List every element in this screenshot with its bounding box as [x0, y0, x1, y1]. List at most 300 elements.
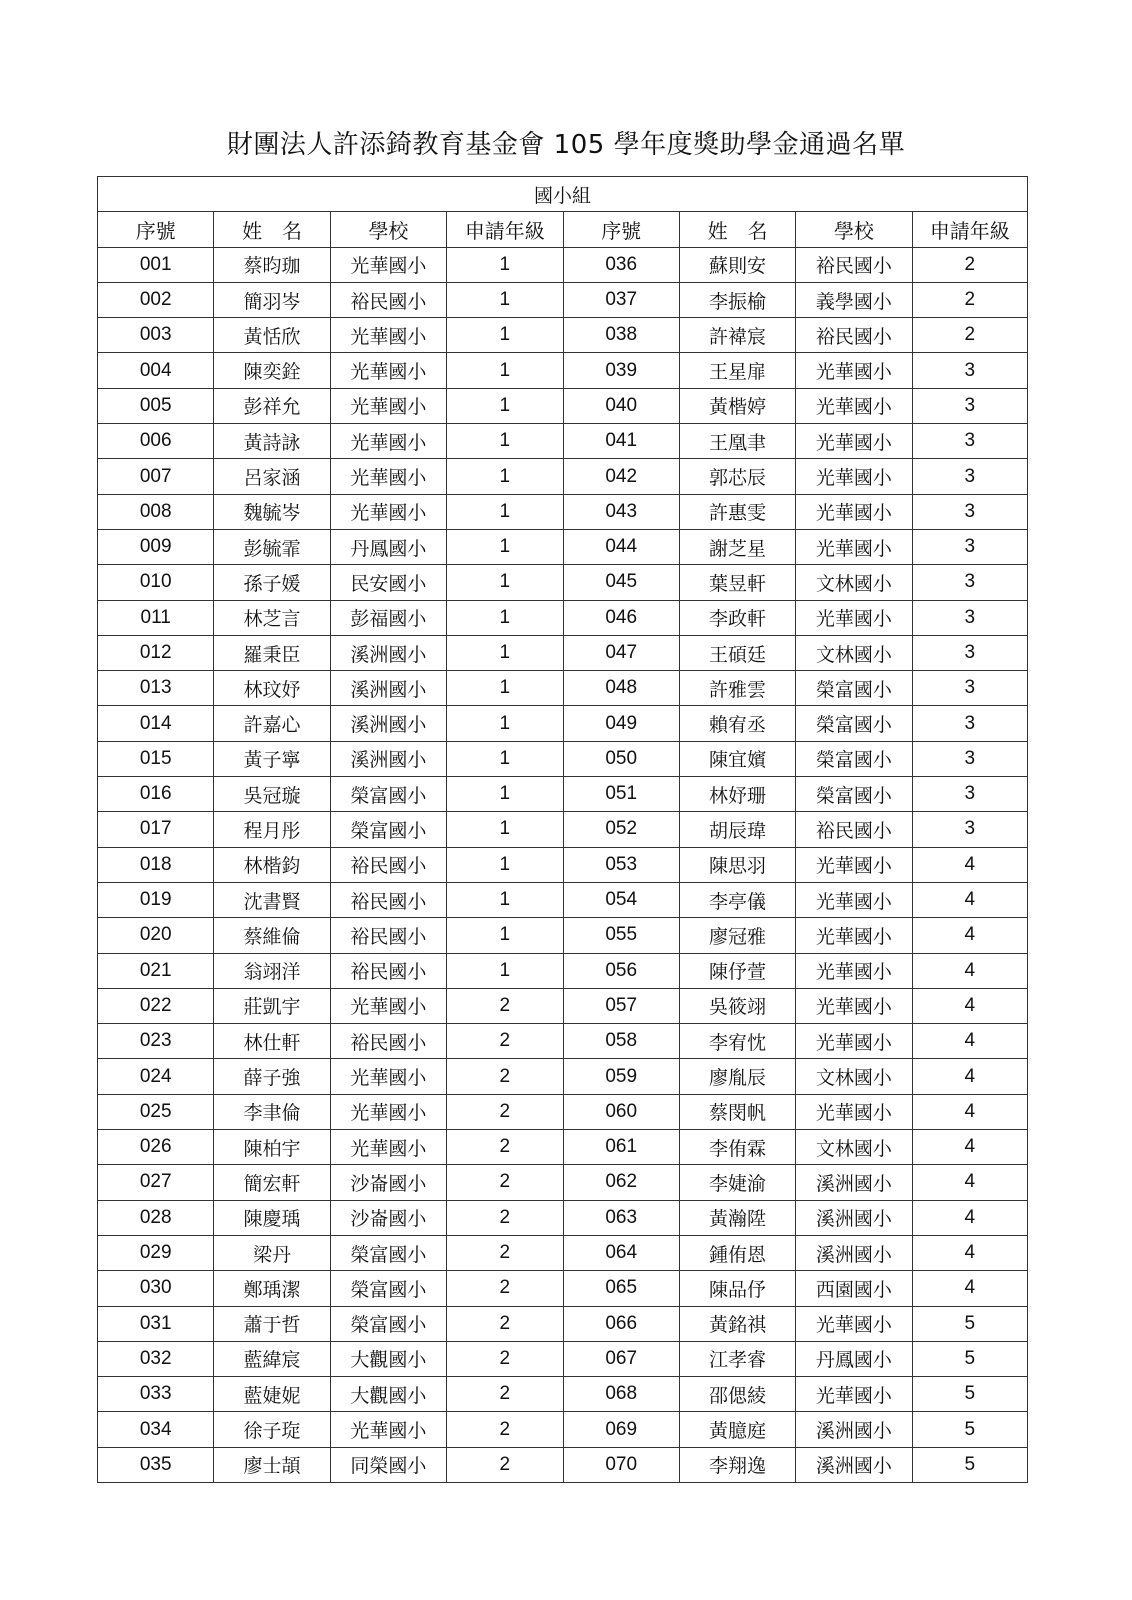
cell-name: 簡羽岑	[214, 282, 330, 317]
cell-name: 郭芯辰	[679, 459, 795, 494]
cell-name: 蔡閔帆	[679, 1094, 795, 1129]
cell-grade: 1	[447, 388, 563, 423]
cell-name: 林芝言	[214, 600, 330, 635]
cell-name: 邵偲綾	[679, 1377, 795, 1412]
cell-name: 江孝睿	[679, 1341, 795, 1376]
cell-grade: 4	[912, 953, 1027, 988]
cell-grade: 4	[912, 1235, 1027, 1270]
cell-grade: 1	[447, 706, 563, 741]
cell-name: 黃子寧	[214, 741, 330, 776]
cell-name: 葉昱軒	[679, 565, 795, 600]
cell-grade: 1	[447, 635, 563, 670]
cell-school: 同榮國小	[330, 1447, 446, 1482]
cell-name: 梁丹	[214, 1235, 330, 1270]
cell-school: 溪洲國小	[796, 1200, 912, 1235]
cell-number: 024	[98, 1059, 214, 1094]
table-row	[98, 812, 1028, 847]
cell-school: 裕民國小	[796, 318, 912, 353]
table-row	[98, 741, 1028, 776]
table-row	[98, 388, 1028, 423]
cell-school: 光華國小	[796, 459, 912, 494]
cell-number: 030	[98, 1271, 214, 1306]
cell-school: 光華國小	[796, 1377, 912, 1412]
cell-school: 大觀國小	[330, 1377, 446, 1412]
cell-grade: 1	[447, 459, 563, 494]
table-row	[98, 600, 1028, 635]
cell-school: 光華國小	[796, 494, 912, 529]
cell-school: 溪洲國小	[330, 635, 446, 670]
cell-school: 光華國小	[330, 247, 446, 282]
cell-grade: 1	[447, 565, 563, 600]
cell-school: 裕民國小	[330, 882, 446, 917]
cell-name: 孫子媛	[214, 565, 330, 600]
cell-name: 薛子強	[214, 1059, 330, 1094]
cell-number: 059	[563, 1059, 679, 1094]
cell-number: 013	[98, 671, 214, 706]
cell-grade: 4	[912, 1094, 1027, 1129]
cell-school: 溪洲國小	[330, 741, 446, 776]
table-row	[98, 1235, 1028, 1270]
cell-number: 054	[563, 882, 679, 917]
cell-grade: 2	[447, 1024, 563, 1059]
cell-school: 榮富國小	[330, 1306, 446, 1341]
cell-school: 光華國小	[796, 1024, 912, 1059]
cell-number: 052	[563, 812, 679, 847]
cell-name: 陳宜嬪	[679, 741, 795, 776]
cell-school: 光華國小	[330, 424, 446, 459]
cell-school: 文林國小	[796, 1130, 912, 1165]
table-row	[98, 882, 1028, 917]
table-row	[98, 1059, 1028, 1094]
cell-name: 陳柏宇	[214, 1130, 330, 1165]
cell-grade: 5	[912, 1447, 1027, 1482]
table-row	[98, 953, 1028, 988]
cell-name: 林妤珊	[679, 777, 795, 812]
cell-grade: 1	[447, 494, 563, 529]
cell-number: 063	[563, 1200, 679, 1235]
cell-grade: 4	[912, 1059, 1027, 1094]
cell-grade: 4	[912, 1024, 1027, 1059]
cell-grade: 1	[447, 777, 563, 812]
cell-number: 050	[563, 741, 679, 776]
cell-school: 光華國小	[330, 988, 446, 1023]
cell-grade: 1	[447, 847, 563, 882]
cell-number: 006	[98, 424, 214, 459]
cell-number: 026	[98, 1130, 214, 1165]
cell-number: 062	[563, 1165, 679, 1200]
cell-grade: 4	[912, 988, 1027, 1023]
cell-grade: 3	[912, 353, 1027, 388]
col-header-school: 學校	[796, 212, 912, 247]
cell-school: 光華國小	[330, 1094, 446, 1129]
table-row	[98, 1412, 1028, 1447]
cell-number: 012	[98, 635, 214, 670]
cell-grade: 3	[912, 600, 1027, 635]
cell-number: 027	[98, 1165, 214, 1200]
cell-school: 光華國小	[796, 882, 912, 917]
cell-number: 034	[98, 1412, 214, 1447]
table-row	[98, 706, 1028, 741]
cell-number: 038	[563, 318, 679, 353]
cell-name: 李翔逸	[679, 1447, 795, 1482]
cell-school: 榮富國小	[330, 777, 446, 812]
cell-name: 羅秉臣	[214, 635, 330, 670]
cell-number: 014	[98, 706, 214, 741]
table-row	[98, 282, 1028, 317]
cell-name: 李侑霖	[679, 1130, 795, 1165]
header-row	[98, 212, 1028, 247]
cell-number: 065	[563, 1271, 679, 1306]
cell-name: 許褘宸	[679, 318, 795, 353]
table-body	[98, 247, 1028, 1482]
cell-school: 榮富國小	[330, 812, 446, 847]
cell-name: 蔡維倫	[214, 918, 330, 953]
cell-school: 裕民國小	[330, 1024, 446, 1059]
cell-number: 066	[563, 1306, 679, 1341]
cell-name: 蔡昀珈	[214, 247, 330, 282]
cell-grade: 2	[447, 1447, 563, 1482]
cell-name: 陳品伃	[679, 1271, 795, 1306]
table-row	[98, 459, 1028, 494]
cell-number: 035	[98, 1447, 214, 1482]
cell-number: 029	[98, 1235, 214, 1270]
cell-number: 044	[563, 529, 679, 564]
cell-grade: 4	[912, 1130, 1027, 1165]
cell-grade: 4	[912, 847, 1027, 882]
col-header-number: 序號	[98, 212, 214, 247]
cell-school: 光華國小	[796, 424, 912, 459]
cell-name: 黃恬欣	[214, 318, 330, 353]
cell-grade: 2	[912, 247, 1027, 282]
cell-number: 007	[98, 459, 214, 494]
cell-grade: 4	[912, 882, 1027, 917]
cell-school: 丹鳳國小	[796, 1341, 912, 1376]
cell-school: 光華國小	[330, 318, 446, 353]
cell-number: 042	[563, 459, 679, 494]
cell-grade: 1	[447, 882, 563, 917]
cell-grade: 1	[447, 247, 563, 282]
cell-school: 光華國小	[330, 388, 446, 423]
cell-grade: 3	[912, 529, 1027, 564]
cell-name: 黃楷婷	[679, 388, 795, 423]
cell-name: 李宥忱	[679, 1024, 795, 1059]
cell-grade: 1	[447, 353, 563, 388]
cell-name: 黃臆庭	[679, 1412, 795, 1447]
cell-school: 裕民國小	[330, 953, 446, 988]
cell-name: 彭毓霏	[214, 529, 330, 564]
cell-grade: 1	[447, 424, 563, 459]
table-row	[98, 318, 1028, 353]
cell-number: 003	[98, 318, 214, 353]
cell-school: 榮富國小	[796, 777, 912, 812]
cell-name: 陳慶瑀	[214, 1200, 330, 1235]
cell-school: 文林國小	[796, 565, 912, 600]
document-title: 財團法人許添錡教育基金會 105 學年度獎助學金通過名單	[226, 130, 906, 160]
cell-number: 057	[563, 988, 679, 1023]
cell-name: 蕭于哲	[214, 1306, 330, 1341]
cell-number: 068	[563, 1377, 679, 1412]
cell-school: 溪洲國小	[330, 671, 446, 706]
cell-grade: 1	[447, 282, 563, 317]
cell-school: 裕民國小	[330, 282, 446, 317]
cell-number: 020	[98, 918, 214, 953]
table-row	[98, 1341, 1028, 1376]
cell-school: 彭福國小	[330, 600, 446, 635]
cell-number: 002	[98, 282, 214, 317]
cell-number: 043	[563, 494, 679, 529]
cell-grade: 2	[447, 1271, 563, 1306]
cell-name: 王凰聿	[679, 424, 795, 459]
cell-grade: 3	[912, 424, 1027, 459]
cell-name: 翁翊洋	[214, 953, 330, 988]
cell-grade: 2	[912, 318, 1027, 353]
cell-school: 榮富國小	[796, 741, 912, 776]
cell-number: 009	[98, 529, 214, 564]
cell-number: 058	[563, 1024, 679, 1059]
table-row	[98, 635, 1028, 670]
cell-name: 魏毓岑	[214, 494, 330, 529]
cell-school: 光華國小	[330, 459, 446, 494]
cell-grade: 2	[447, 1059, 563, 1094]
cell-number: 033	[98, 1377, 214, 1412]
table-row	[98, 353, 1028, 388]
col-header-grade: 申請年級	[912, 212, 1027, 247]
cell-grade: 2	[447, 988, 563, 1023]
cell-school: 溪洲國小	[796, 1412, 912, 1447]
col-header-number: 序號	[563, 212, 679, 247]
cell-school: 沙崙國小	[330, 1165, 446, 1200]
cell-grade: 1	[447, 812, 563, 847]
cell-school: 裕民國小	[796, 812, 912, 847]
cell-school: 文林國小	[796, 1059, 912, 1094]
cell-name: 胡辰瑋	[679, 812, 795, 847]
cell-number: 019	[98, 882, 214, 917]
cell-grade: 5	[912, 1412, 1027, 1447]
cell-number: 032	[98, 1341, 214, 1376]
cell-grade: 3	[912, 777, 1027, 812]
cell-grade: 3	[912, 494, 1027, 529]
cell-name: 廖士頡	[214, 1447, 330, 1482]
cell-name: 藍緯宸	[214, 1341, 330, 1376]
cell-name: 沈書賢	[214, 882, 330, 917]
cell-number: 011	[98, 600, 214, 635]
cell-name: 黃銘祺	[679, 1306, 795, 1341]
cell-grade: 2	[447, 1130, 563, 1165]
cell-grade: 3	[912, 459, 1027, 494]
table-row	[98, 1094, 1028, 1129]
cell-name: 黃瀚陞	[679, 1200, 795, 1235]
cell-number: 064	[563, 1235, 679, 1270]
cell-number: 008	[98, 494, 214, 529]
cell-number: 017	[98, 812, 214, 847]
col-header-grade: 申請年級	[447, 212, 563, 247]
cell-number: 053	[563, 847, 679, 882]
cell-school: 光華國小	[796, 847, 912, 882]
cell-grade: 1	[447, 671, 563, 706]
cell-grade: 4	[912, 1165, 1027, 1200]
cell-grade: 2	[912, 282, 1027, 317]
cell-number: 046	[563, 600, 679, 635]
cell-school: 光華國小	[796, 918, 912, 953]
cell-school: 光華國小	[330, 353, 446, 388]
cell-school: 裕民國小	[330, 847, 446, 882]
cell-number: 040	[563, 388, 679, 423]
table-row	[98, 1130, 1028, 1165]
cell-grade: 2	[447, 1094, 563, 1129]
cell-number: 055	[563, 918, 679, 953]
cell-number: 061	[563, 1130, 679, 1165]
cell-number: 039	[563, 353, 679, 388]
cell-name: 李婕渝	[679, 1165, 795, 1200]
cell-school: 裕民國小	[796, 247, 912, 282]
cell-school: 榮富國小	[796, 706, 912, 741]
cell-name: 李振榆	[679, 282, 795, 317]
cell-name: 許雅雲	[679, 671, 795, 706]
col-header-name: 姓 名	[214, 212, 330, 247]
table-row	[98, 1024, 1028, 1059]
table-row	[98, 424, 1028, 459]
cell-name: 許嘉心	[214, 706, 330, 741]
cell-grade: 2	[447, 1412, 563, 1447]
table-row	[98, 671, 1028, 706]
cell-name: 簡宏軒	[214, 1165, 330, 1200]
cell-number: 018	[98, 847, 214, 882]
cell-grade: 1	[447, 918, 563, 953]
cell-school: 光華國小	[796, 988, 912, 1023]
cell-name: 吳冠璇	[214, 777, 330, 812]
cell-number: 025	[98, 1094, 214, 1129]
cell-number: 047	[563, 635, 679, 670]
cell-name: 賴宥丞	[679, 706, 795, 741]
cell-school: 義學國小	[796, 282, 912, 317]
cell-name: 謝芝星	[679, 529, 795, 564]
cell-number: 056	[563, 953, 679, 988]
cell-name: 林仕軒	[214, 1024, 330, 1059]
cell-grade: 1	[447, 600, 563, 635]
cell-number: 067	[563, 1341, 679, 1376]
table-row	[98, 494, 1028, 529]
scholarship-table	[97, 176, 1028, 1483]
cell-number: 069	[563, 1412, 679, 1447]
cell-school: 光華國小	[330, 1412, 446, 1447]
cell-school: 光華國小	[796, 353, 912, 388]
cell-number: 001	[98, 247, 214, 282]
table-row	[98, 565, 1028, 600]
cell-grade: 2	[447, 1377, 563, 1412]
cell-school: 溪洲國小	[796, 1165, 912, 1200]
cell-school: 丹鳳國小	[330, 529, 446, 564]
cell-number: 051	[563, 777, 679, 812]
cell-grade: 2	[447, 1165, 563, 1200]
cell-school: 文林國小	[796, 635, 912, 670]
cell-grade: 4	[912, 918, 1027, 953]
cell-school: 大觀國小	[330, 1341, 446, 1376]
table-row	[98, 918, 1028, 953]
cell-school: 光華國小	[796, 529, 912, 564]
cell-number: 031	[98, 1306, 214, 1341]
cell-name: 彭祥允	[214, 388, 330, 423]
cell-grade: 3	[912, 388, 1027, 423]
cell-number: 004	[98, 353, 214, 388]
table-row	[98, 1306, 1028, 1341]
cell-name: 吳筱翊	[679, 988, 795, 1023]
cell-number: 041	[563, 424, 679, 459]
cell-grade: 2	[447, 1341, 563, 1376]
table-row	[98, 529, 1028, 564]
cell-name: 李政軒	[679, 600, 795, 635]
cell-grade: 3	[912, 565, 1027, 600]
cell-name: 徐子琁	[214, 1412, 330, 1447]
cell-school: 光華國小	[796, 953, 912, 988]
table-row	[98, 1200, 1028, 1235]
cell-grade: 5	[912, 1341, 1027, 1376]
cell-number: 049	[563, 706, 679, 741]
cell-name: 鄭瑀潔	[214, 1271, 330, 1306]
cell-grade: 4	[912, 1200, 1027, 1235]
cell-number: 060	[563, 1094, 679, 1129]
cell-name: 林玟妤	[214, 671, 330, 706]
table-row	[98, 847, 1028, 882]
table-row	[98, 1271, 1028, 1306]
cell-name: 藍婕妮	[214, 1377, 330, 1412]
cell-name: 廖冠雅	[679, 918, 795, 953]
group-label: 國小組	[98, 177, 1028, 212]
cell-name: 王碩廷	[679, 635, 795, 670]
cell-number: 048	[563, 671, 679, 706]
cell-name: 鍾侑恩	[679, 1235, 795, 1270]
cell-number: 070	[563, 1447, 679, 1482]
cell-grade: 1	[447, 318, 563, 353]
cell-number: 010	[98, 565, 214, 600]
cell-name: 蘇則安	[679, 247, 795, 282]
cell-name: 陳奕銓	[214, 353, 330, 388]
cell-name: 呂家涵	[214, 459, 330, 494]
cell-school: 光華國小	[796, 1094, 912, 1129]
cell-grade: 2	[447, 1200, 563, 1235]
cell-grade: 3	[912, 706, 1027, 741]
cell-grade: 2	[447, 1306, 563, 1341]
cell-school: 光華國小	[796, 600, 912, 635]
cell-name: 許惠雯	[679, 494, 795, 529]
col-header-school: 學校	[330, 212, 446, 247]
cell-name: 李聿倫	[214, 1094, 330, 1129]
cell-number: 015	[98, 741, 214, 776]
cell-school: 裕民國小	[330, 918, 446, 953]
cell-school: 光華國小	[796, 388, 912, 423]
table-row	[98, 1447, 1028, 1482]
cell-number: 016	[98, 777, 214, 812]
cell-number: 021	[98, 953, 214, 988]
cell-grade: 4	[912, 1271, 1027, 1306]
cell-number: 028	[98, 1200, 214, 1235]
cell-grade: 3	[912, 812, 1027, 847]
table-row	[98, 988, 1028, 1023]
cell-grade: 5	[912, 1377, 1027, 1412]
cell-school: 光華國小	[796, 1306, 912, 1341]
cell-name: 廖胤辰	[679, 1059, 795, 1094]
table-row	[98, 777, 1028, 812]
cell-school: 光華國小	[330, 494, 446, 529]
cell-name: 黃詩詠	[214, 424, 330, 459]
cell-grade: 5	[912, 1306, 1027, 1341]
cell-name: 李亭儀	[679, 882, 795, 917]
table-row	[98, 247, 1028, 282]
cell-school: 光華國小	[330, 1130, 446, 1165]
cell-school: 榮富國小	[330, 1271, 446, 1306]
cell-name: 陳伃萱	[679, 953, 795, 988]
cell-school: 溪洲國小	[796, 1447, 912, 1482]
cell-school: 榮富國小	[330, 1235, 446, 1270]
